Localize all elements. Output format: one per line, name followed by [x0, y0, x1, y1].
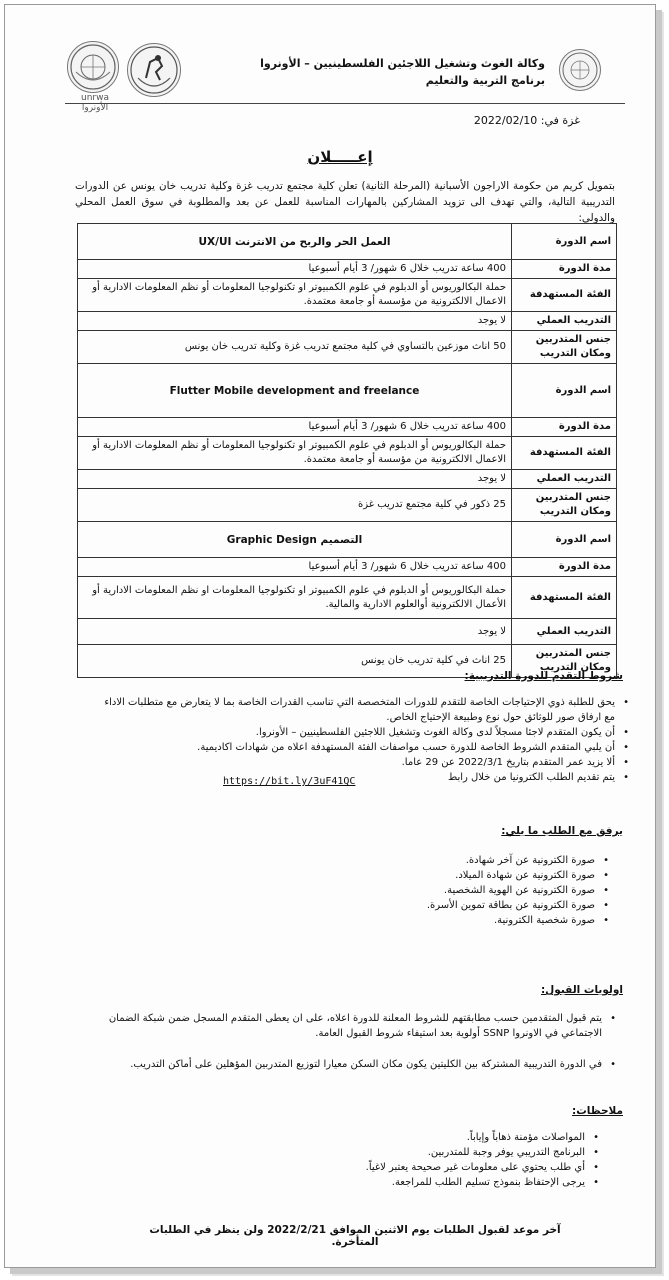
wordmark-en: unrwa	[81, 93, 109, 103]
table-row	[78, 470, 617, 489]
list-item: • أن يكون المتقدم لاجئا مسجلاً لدى وكالة الغوث وتشغيل اللاجئين الفلسطينيين – الأونروا.	[95, 725, 615, 740]
list-item: • يتم قبول المتقدمين حسب مطابقتهم للشروط المعلنة للدورة اعلاه، على ان يعطى المتقدم المسجل ضمن شبكة الضمان الاجتماعي في الاونروا SSNP أولوية بعد استيفاء شروط القبول العامة.	[97, 1011, 602, 1041]
table-row	[78, 418, 617, 437]
un-emblem-icon	[559, 49, 601, 91]
list-item: • البرنامج التدريبي يوفر وجبة للمتدربين.	[305, 1145, 585, 1160]
target-value: حملة البكالوريوس أو الدبلوم في علوم الكمبيوتر او تكنولوجيا المعلومات أو نظم المعلومات الادارية أو الاعمال الالكترونية من مؤسسة أو جامعة معتمدة.	[78, 437, 512, 470]
deadline-notice: آخر موعد لقبول الطلبات يوم الاثنين الموافق 2022/2/21 ولن ينظر في الطلبات المتأخرة.	[149, 1224, 561, 1248]
table-row	[78, 312, 617, 331]
target-label: الفئة المستهدفة	[512, 437, 617, 470]
date-line: غزة في: 2022/02/10	[473, 114, 580, 127]
intro-paragraph: بتمويل كريم من حكومة الاراجون الأسبانية (المرحلة الثانية) تعلن كلية مجتمع تدريب غزة وكلية تدريب خان يونس عن الدورات التدريبية التالية، والتي تهدف الى تزويد المشاركين بالمهارات المناسبة للعمل عن بعد والمطلوبة في سوق العمل المحلي والدولي:	[75, 180, 615, 224]
conditions-title: شروط التقدم للدورة التدريبية:	[464, 670, 623, 682]
list-item: • صورة شخصية الكترونية.	[305, 913, 595, 928]
table-row	[78, 558, 617, 577]
list-item: • في الدورة التدريبية المشتركة بين الكليتين يكون مكان السكن معيارا لتوزيع المتدربين المؤهلين على أماكن التدريب.	[97, 1057, 602, 1072]
list-item: • ألا يزيد عمر المتقدم بتاريخ 2022/3/1 عن 29 عاما.	[95, 755, 615, 770]
course-name: التصميم Graphic Design	[78, 522, 512, 558]
course-name: Flutter Mobile development and freelance	[78, 364, 512, 418]
gender-label: جنس المتدربين ومكان التدريب	[512, 331, 617, 364]
course-name-label: اسم الدورة	[512, 224, 617, 260]
table-row	[78, 279, 617, 312]
duration-label: مدة الدورة	[512, 418, 617, 437]
list-item: • يرجى الإحتفاظ بنموذج تسليم الطلب للمراجعة.	[305, 1175, 585, 1190]
duration-value: 400 ساعة تدريب خلال 6 شهور/ 3 أيام أسبوعيا	[78, 260, 512, 279]
priorities-title: اولويات القبول:	[540, 984, 623, 996]
list-item: • أي طلب يحتوي على معلومات غير صحيحة يعتبر لاغياً.	[305, 1160, 585, 1175]
table-row	[78, 619, 617, 645]
list-item: • المواصلات مؤمنة ذهاباً وإياباً.	[305, 1130, 585, 1145]
duration-value: 400 ساعة تدريب خلال 6 شهور/ 3 أيام أسبوعيا	[78, 558, 512, 577]
practical-value: لا يوجد	[78, 619, 512, 645]
wordmark-ar: الأونروا	[81, 103, 109, 113]
gender-label: جنس المتدربين ومكان التدريب	[512, 645, 617, 678]
table-row	[78, 522, 617, 558]
table-row	[78, 437, 617, 470]
header-block	[205, 55, 545, 89]
conditions-list	[95, 695, 633, 785]
practical-value: لا يوجد	[78, 470, 512, 489]
courses-table	[77, 223, 617, 678]
target-label: الفئة المستهدفة	[512, 279, 617, 312]
list-item: • يحق للطلبة ذوي الإحتياجات الخاصة للتقدم للدورات المتخصصة التي تناسب القدرات الخاصة بما لا يتعارض مع متطلبات الاداء مع ارفاق صور للوثائق حول نوع وطبيعة الإحتياج الخاص.	[95, 695, 615, 725]
target-label: الفئة المستهدفة	[512, 577, 617, 619]
attachments-title: يرفق مع الطلب ما يلي:	[501, 825, 623, 837]
list-item: • يتم تقديم الطلب الكترونيا من خلال رابط	[95, 770, 615, 785]
application-link[interactable]: https://bit.ly/3uF41QC	[223, 776, 356, 787]
target-value: حملة البكالوريوس أو الدبلوم في علوم الكمبيوتر او تكنولوجيا المعلومات أو نظم المعلومات الادارية أو الاعمال الالكترونية من مؤسسة أو جامعة معتمدة.	[78, 279, 512, 312]
list-item: • صورة الكترونية عن الهوية الشخصية.	[305, 883, 595, 898]
list-item: • صورة الكترونية عن بطاقة تموين الأسرة.	[305, 898, 595, 913]
unicef-logo-icon	[127, 43, 181, 97]
practical-label: التدريب العملي	[512, 619, 617, 645]
agency-name: وكالة الغوث وتشغيل اللاجئين الفلسطينيين – الأونروا	[260, 57, 545, 70]
gender-value: 50 اناث موزعين بالتساوي في كلية مجتمع تدريب غزة وكلية تدريب خان يونس	[78, 331, 512, 364]
target-value: حملة البكالوريوس أو الدبلوم في علوم الكمبيوتر او تكنولوجيا المعلومات او نظم المعلومات الادارية أو الأعمال الالكترونية أوالعلوم الادارية والمالية.	[78, 577, 512, 619]
list-item: • صورة الكترونية عن شهادة الميلاد.	[305, 868, 595, 883]
priorities-list	[97, 1011, 620, 1072]
attachments-list	[305, 853, 613, 928]
practical-label: التدريب العملي	[512, 470, 617, 489]
course-name: العمل الحر والربح من الانترنت UX/UI	[78, 224, 512, 260]
table-row	[78, 489, 617, 522]
table-row	[78, 364, 617, 418]
gender-value: 25 اناث في كلية تدريب خان يونس	[78, 645, 512, 678]
duration-label: مدة الدورة	[512, 558, 617, 577]
notes-title: ملاحظات:	[572, 1105, 623, 1117]
table-row	[78, 331, 617, 364]
notes-list	[305, 1130, 603, 1190]
duration-label: مدة الدورة	[512, 260, 617, 279]
table-row	[78, 224, 617, 260]
document-page	[4, 4, 656, 1268]
header-divider	[65, 103, 625, 104]
list-item: • صورة الكترونية عن آخر شهادة.	[305, 853, 595, 868]
practical-value: لا يوجد	[78, 312, 512, 331]
course-name-label: اسم الدورة	[512, 364, 617, 418]
gender-label: جنس المتدربين ومكان التدريب	[512, 489, 617, 522]
gender-value: 25 ذكور في كلية مجتمع تدريب غزة	[78, 489, 512, 522]
table-row	[78, 577, 617, 619]
duration-value: 400 ساعة تدريب خلال 6 شهور/ 3 أيام أسبوعيا	[78, 418, 512, 437]
program-name: برنامج التربية والتعليم	[425, 74, 545, 87]
unrwa-logo-icon	[67, 41, 119, 93]
page-title: إعـــــلان	[307, 148, 373, 166]
list-item: • أن يلبي المتقدم الشروط الخاصة للدورة حسب مواصفات الفئة المستهدفة اعلاه من شهادات اكاديمية.	[95, 740, 615, 755]
course-name-label: اسم الدورة	[512, 522, 617, 558]
practical-label: التدريب العملي	[512, 312, 617, 331]
table-row	[78, 260, 617, 279]
